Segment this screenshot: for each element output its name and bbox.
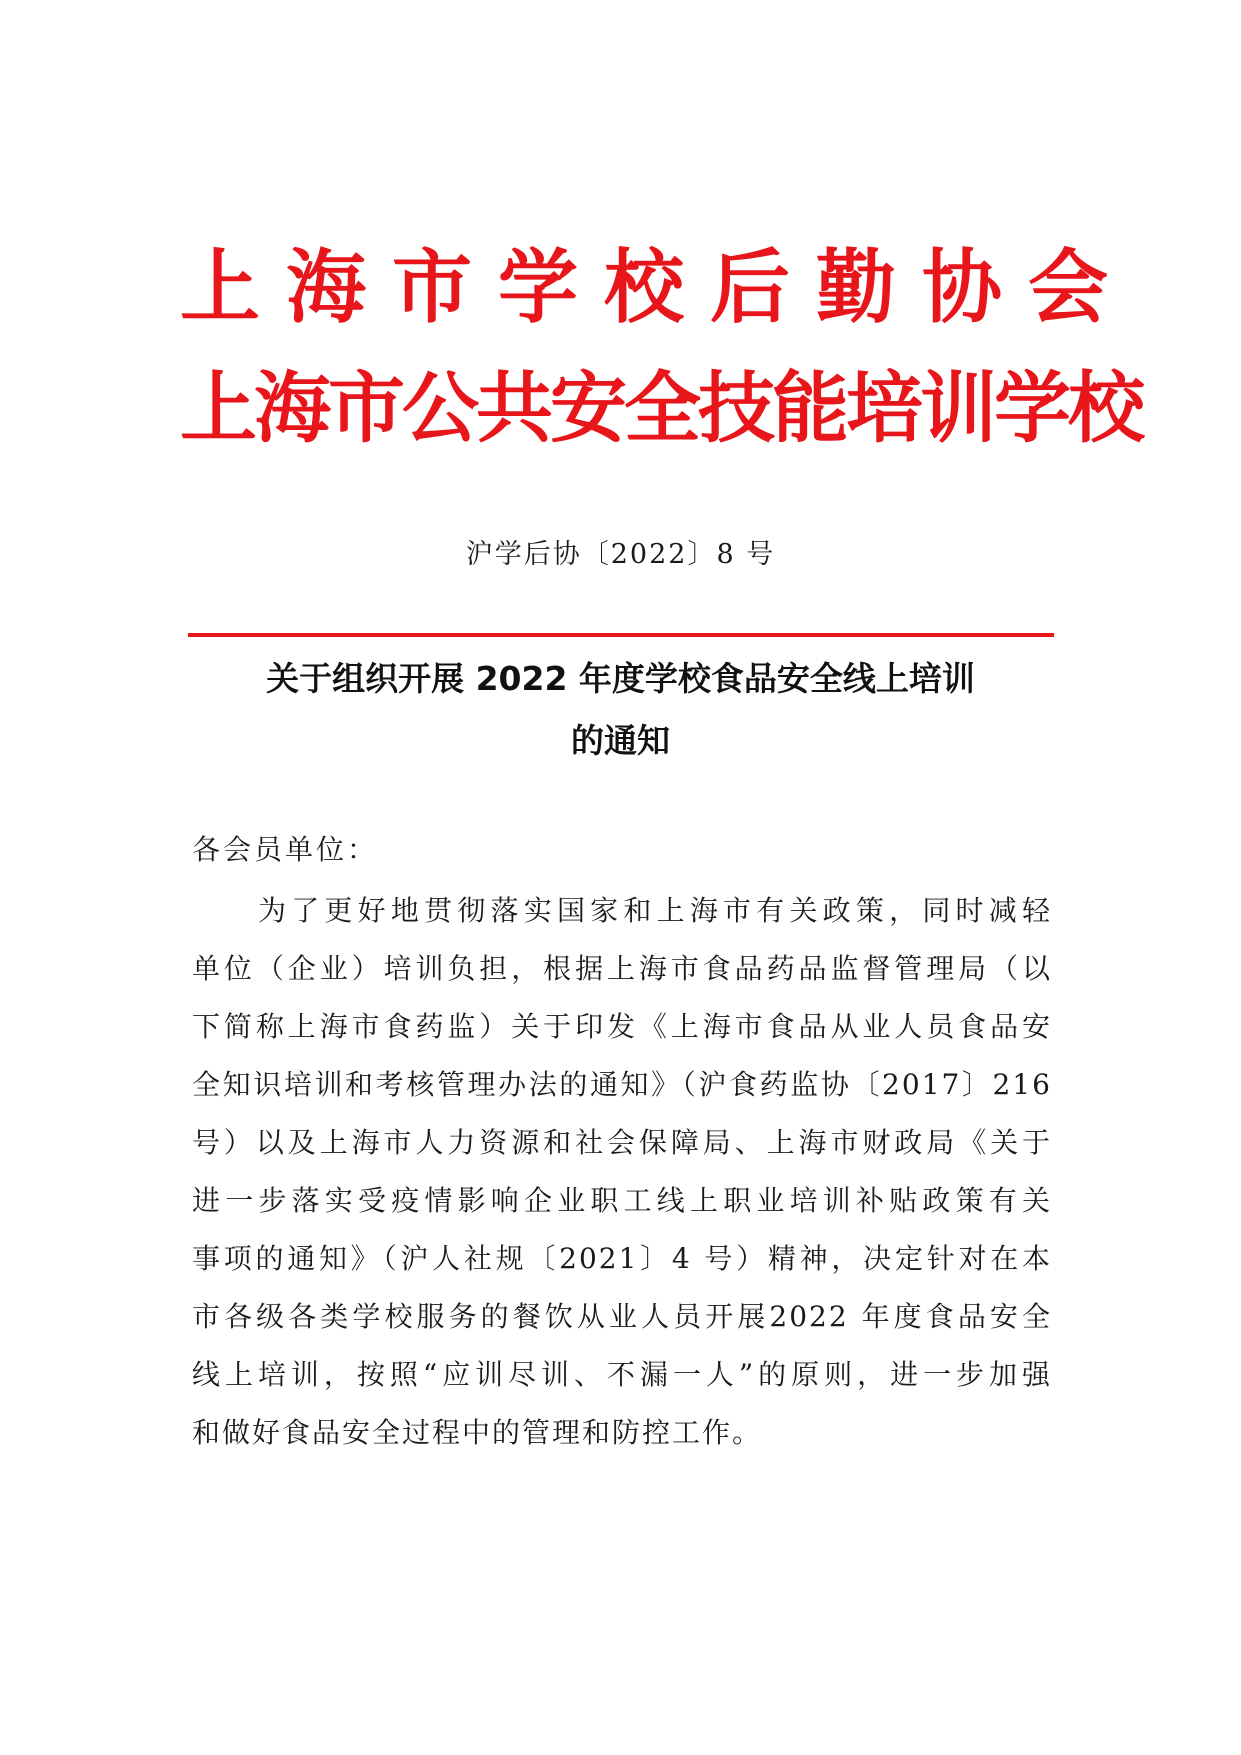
paragraph-line: 线上培训，按照“应训尽训、不漏一人”的原则，进一步加强 [192,1358,1052,1391]
document-number: 沪学后协〔2022〕8 号 [465,539,776,570]
red-divider [188,633,1054,637]
org-name-line-1: 上海市学校后勤协会 [180,241,1134,334]
paragraph-line: 和做好食品安全过程中的管理和防控工作。 [192,1416,763,1449]
org-name-line-2: 上海市公共安全技能培训学校 [180,365,1142,454]
salutation: 各会员单位： [192,833,379,866]
paragraph-line: 单位（企业）培训负担，根据上海市食品药品监督管理局（以 [192,952,1052,985]
paragraph-line: 号）以及上海市人力资源和社会保障局、上海市财政局《关于 [192,1126,1052,1159]
document-title-line-1: 关于组织开展 2022 年度学校食品安全线上培训 [266,659,975,698]
paragraph-line: 全知识培训和考核管理办法的通知》（沪食药监协〔2017〕216 [192,1068,1052,1101]
paragraph-line: 为了更好地贯彻落实国家和上海市有关政策，同时减轻 [258,894,1052,927]
paragraph-line: 进一步落实受疫情影响企业职工线上职业培训补贴政策有关 [192,1184,1052,1217]
paragraph-line: 下简称上海市食药监）关于印发《上海市食品从业人员食品安 [192,1010,1052,1043]
paragraph-line: 市各级各类学校服务的餐饮从业人员开展2022 年度食品安全 [192,1300,1052,1333]
paragraph-line: 事项的通知》（沪人社规〔2021〕4 号）精神，决定针对在本 [192,1242,1052,1275]
document-title-line-2: 的通知 [571,721,670,760]
